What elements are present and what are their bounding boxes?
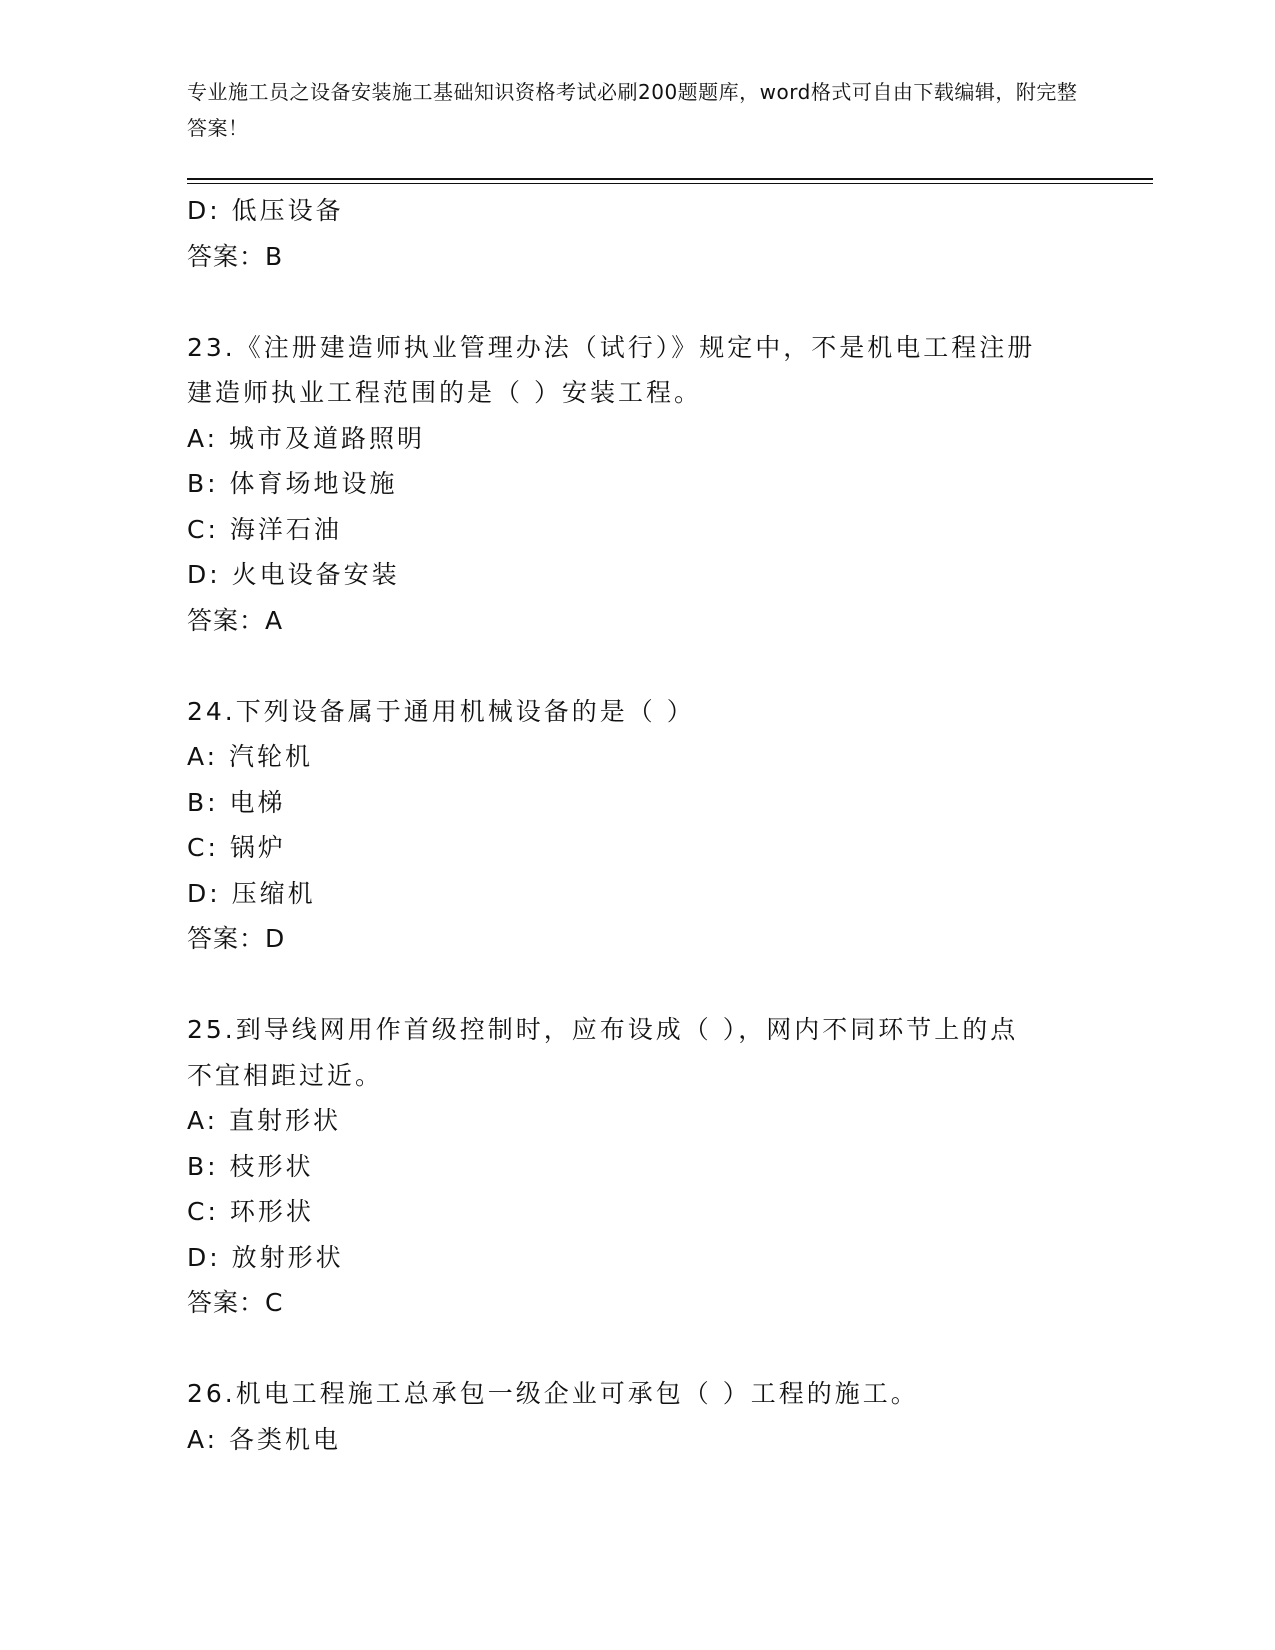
answer: 答案：C (187, 1288, 284, 1317)
document-body (187, 188, 1087, 1462)
question-title-line: 23.《注册建造师执业管理办法（试行）》规定中，不是机电工程注册 (187, 332, 1036, 362)
option-d: D: 低压设备 (187, 196, 344, 225)
answer: 答案：A (187, 605, 284, 635)
option-c: C: 环形状 (187, 1197, 314, 1226)
option-a: A: 城市及道路照明 (187, 423, 426, 453)
option-c: C: 海洋石油 (187, 514, 342, 544)
question-title-line: 25.到导线网用作首级控制时，应布设成（ ），网内不同环节上的点 (187, 1015, 1019, 1044)
page-header (187, 74, 1087, 146)
option-d: D: 压缩机 (187, 878, 316, 908)
spacer (187, 962, 1087, 1008)
question-title-line: 建造师执业工程范围的是（ ）安装工程。 (187, 378, 702, 407)
question-23 (187, 325, 1087, 644)
spacer (187, 643, 1087, 689)
header-divider-thick (187, 178, 1153, 180)
question-title-line: 24.下列设备属于通用机械设备的是（ ） (187, 696, 695, 726)
option-a: A: 直射形状 (187, 1106, 342, 1135)
spacer (187, 279, 1087, 325)
option-c: C: 锅炉 (187, 833, 286, 862)
option-d: D: 火电设备安装 (187, 560, 400, 589)
question-26 (187, 1371, 1087, 1462)
option-b: B: 电梯 (187, 787, 286, 817)
question-title-line: 26.机电工程施工总承包一级企业可承包（ ）工程的施工。 (187, 1379, 919, 1408)
option-a: A: 各类机电 (187, 1424, 342, 1454)
question-24 (187, 689, 1087, 962)
option-b: B: 体育场地设施 (187, 469, 398, 498)
answer: 答案：D (187, 924, 286, 953)
document-title: 专业施工员之设备安装施工基础知识资格考试必刷200题题库，word格式可自由下载编辑，附完整答案！ (187, 80, 1078, 140)
question-25 (187, 1007, 1087, 1326)
option-d: D: 放射形状 (187, 1242, 344, 1272)
question-title-line: 不宜相距过近。 (187, 1060, 384, 1090)
header-divider-thin (187, 183, 1153, 184)
spacer (187, 1326, 1087, 1372)
answer: 答案：B (187, 241, 284, 271)
option-a: A: 汽轮机 (187, 742, 314, 771)
option-b: B: 枝形状 (187, 1151, 314, 1181)
